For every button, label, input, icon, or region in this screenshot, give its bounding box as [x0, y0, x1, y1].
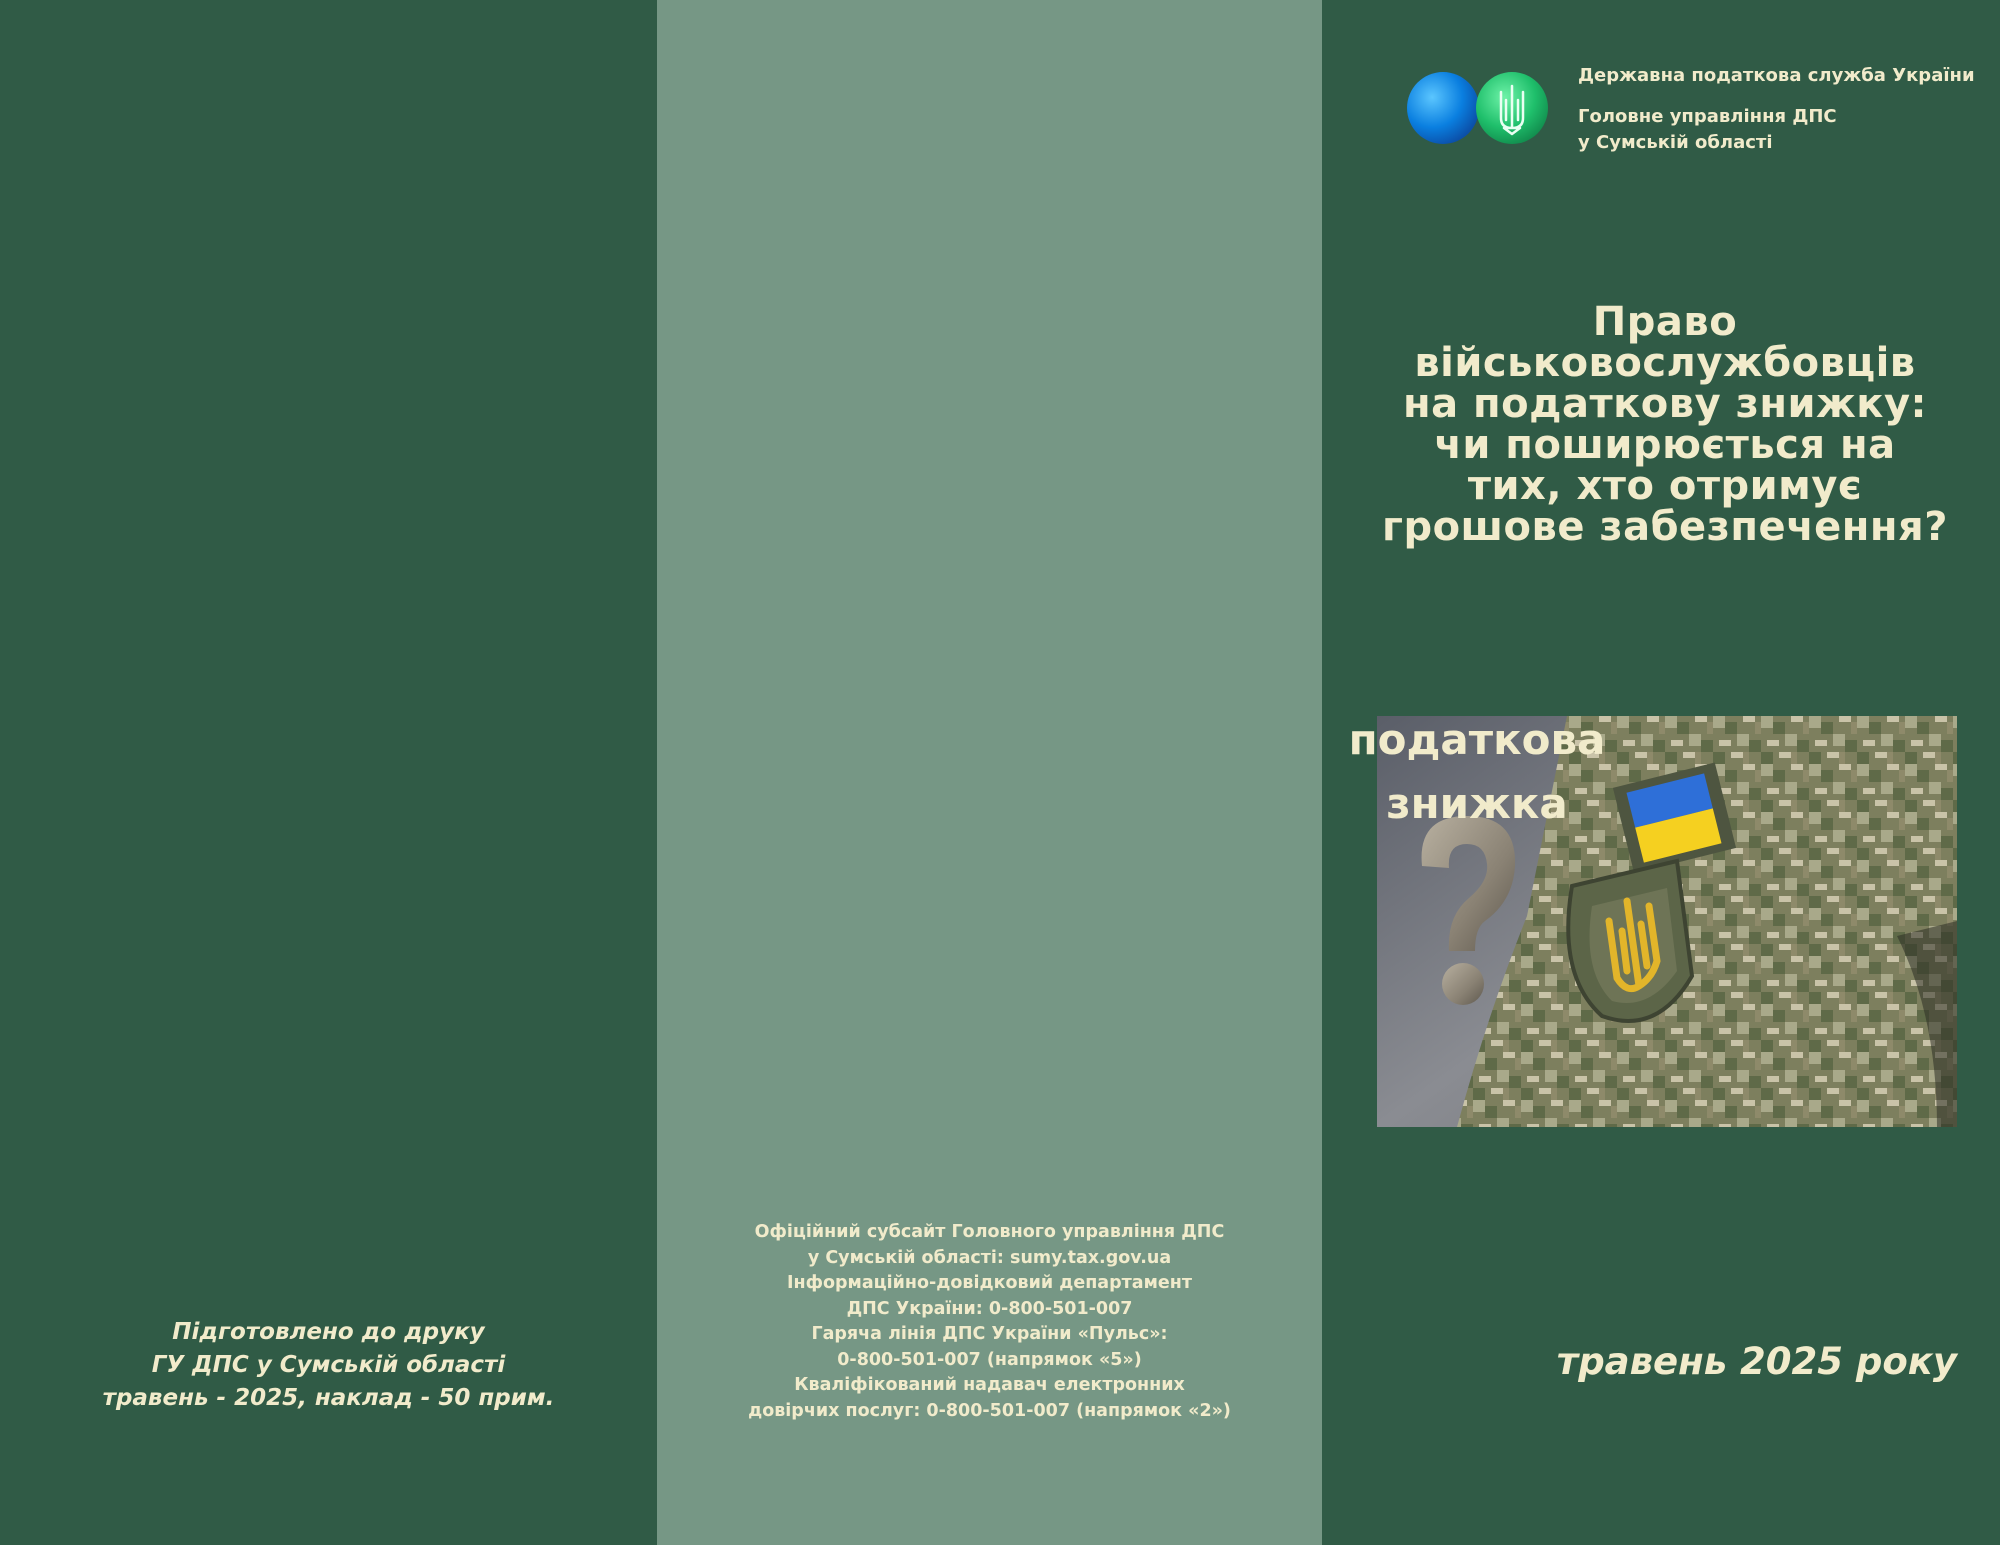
- dps-logo: [1405, 70, 1550, 146]
- contacts-line: Інформаційно-довідковий департамент: [787, 1273, 1192, 1293]
- agency-block: [1578, 62, 1975, 156]
- title-line: Право: [1592, 299, 1738, 345]
- contacts-line: Кваліфікований надавач електронних: [794, 1375, 1185, 1395]
- regional-office-line: у Сумській області: [1578, 132, 1773, 153]
- title-line: грошове забезпечення?: [1382, 504, 1948, 550]
- back-panel: [0, 0, 657, 1545]
- contacts-block: [657, 1220, 1322, 1424]
- contacts-line: у Сумській області: sumy.tax.gov.ua: [807, 1247, 1172, 1268]
- title-line: військовослужбовців: [1414, 340, 1916, 386]
- contacts-line: Гаряча лінія ДПС України «Пульс»:: [811, 1324, 1168, 1344]
- brochure-title: [1340, 299, 1990, 550]
- title-line: на податкову знижку:: [1402, 381, 1928, 427]
- print-note-line: Підготовлено до друку: [172, 1319, 485, 1345]
- blue-circle-logo-icon: [1407, 72, 1479, 144]
- image-caption: [1347, 708, 1607, 836]
- publication-date: травень 2025 року: [1556, 1340, 1957, 1383]
- print-note: [0, 1316, 657, 1415]
- image-caption-line: податкова: [1348, 715, 1606, 764]
- trident-patch-icon: [1568, 861, 1692, 1021]
- contacts-line: 0-800-501-007 (напрямок «5»): [837, 1349, 1142, 1370]
- regional-office-line: Головне управління ДПС: [1578, 106, 1837, 127]
- print-note-line: травень - 2025, наклад - 50 прим.: [102, 1385, 555, 1411]
- contacts-line: довірчих послуг: 0-800-501-007 (напрямок «2»): [748, 1400, 1231, 1421]
- image-caption-line: знижка: [1386, 779, 1568, 828]
- agency-name: Державна податкова служба України: [1578, 65, 1975, 86]
- contacts-line: Офіційний субсайт Головного управління ДПС: [754, 1222, 1225, 1242]
- title-line: тих, хто отримує: [1467, 463, 1863, 509]
- trident-emblem-icon: [1476, 72, 1548, 144]
- contacts-line: ДПС України: 0-800-501-007: [846, 1298, 1133, 1319]
- print-note-line: ГУ ДПС у Сумській області: [151, 1352, 506, 1378]
- title-line: чи поширюється на: [1434, 422, 1896, 468]
